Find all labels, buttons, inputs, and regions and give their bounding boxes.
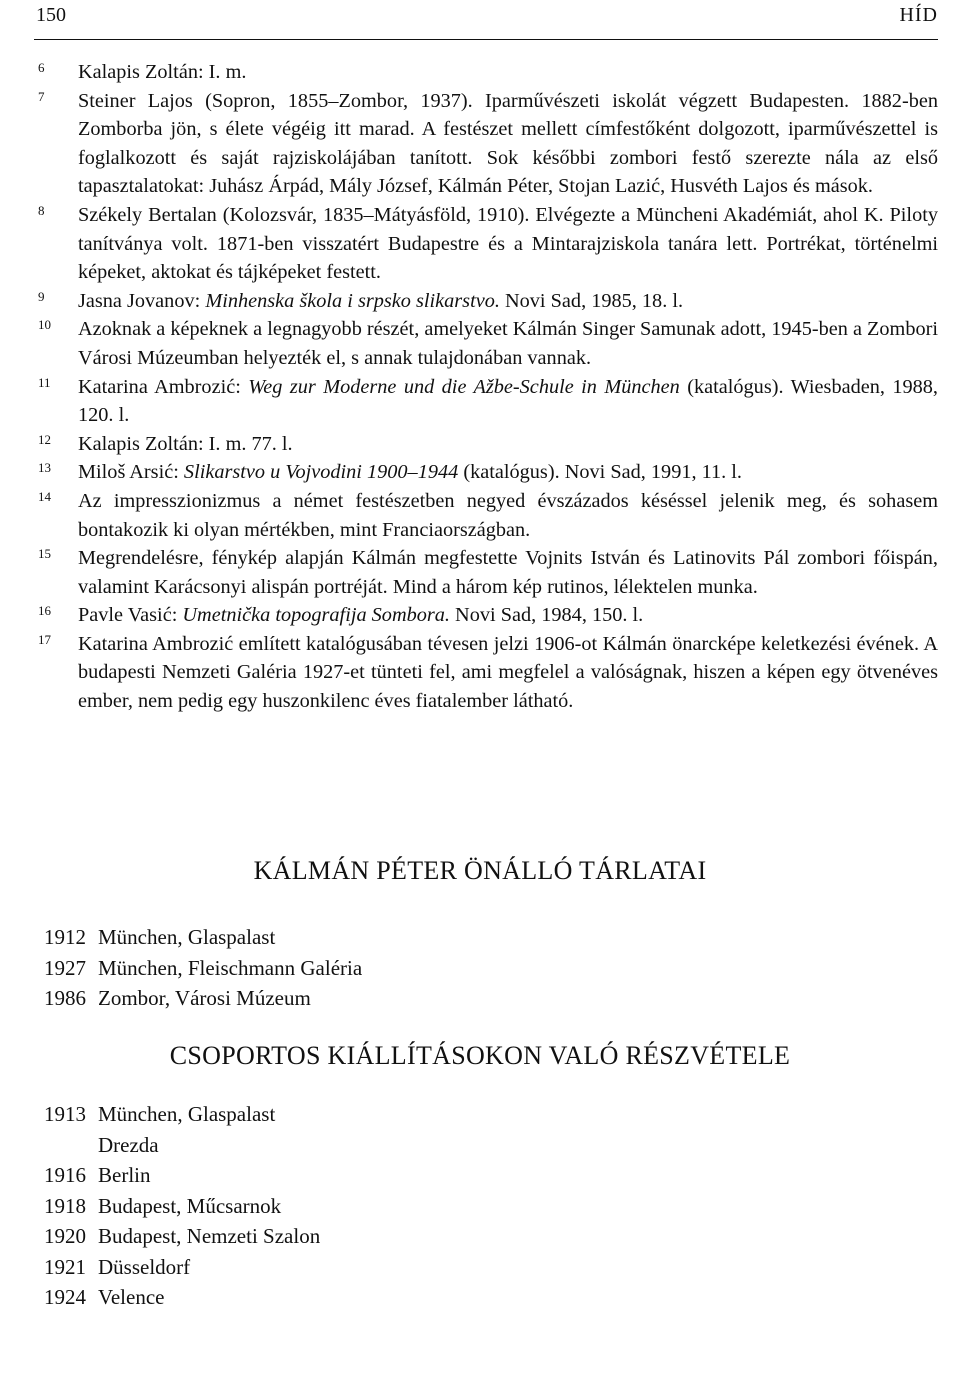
exhibition-year: 1927 bbox=[44, 955, 86, 980]
footnote-text: Megrendelésre, fénykép alapján Kálmán megfestette Vojnits István és Latinovits Pál zombori főispán, valamint Karácsonyi alispán portréját. Mind a három kép rutinos, lélektelen munka. bbox=[78, 547, 938, 598]
exhibition-entry bbox=[44, 953, 744, 984]
exhibition-place: Velence bbox=[98, 1285, 165, 1309]
exhibition-place: Budapest, Műcsarnok bbox=[98, 1193, 282, 1218]
footnote bbox=[38, 373, 938, 430]
footnote-text: Miloš Arsić: bbox=[78, 461, 184, 484]
exhibition-year: 1921 bbox=[44, 1254, 86, 1279]
footnote bbox=[38, 630, 938, 716]
footnote bbox=[38, 601, 938, 630]
footnote-number: 13 bbox=[38, 460, 51, 476]
footnote-text: (katalógus). Novi Sad, 1991, 11. l. bbox=[458, 461, 742, 484]
exhibition-place: München, Fleischmann Galéria bbox=[98, 955, 363, 980]
footnote-text: Azoknak a képeknek a legnagyobb részét, amelyeket Kálmán Singer Samunak adott, 1945-ben a Zombori Városi Múzeumban helyezték el, s annak tulajdonában vannak. bbox=[78, 318, 938, 369]
footnote-text: Székely Bertalan (Kolozsvár, 1835–Mátyásföld, 1910). Elvégezte a Müncheni Akadémiát, ahol K. Piloty tanítványa volt. 1871-ben visszatért Budapestre és a Mintarajziskola tanára lett. Portrékat, történelmi képeket, aktokat és tájképeket festett. bbox=[78, 203, 938, 284]
group-exhibitions-title: CSOPORTOS KIÁLLÍTÁSOKON VALÓ RÉSZVÉTELE bbox=[169, 1041, 791, 1070]
solo-exhibitions-title: KÁLMÁN PÉTER ÖNÁLLÓ TÁRLATAI bbox=[253, 856, 707, 885]
footnote bbox=[38, 287, 938, 316]
exhibition-place: Berlin bbox=[98, 1163, 151, 1187]
footnote bbox=[38, 315, 938, 372]
exhibition-entry bbox=[44, 1130, 744, 1161]
exhibition-entry bbox=[44, 1282, 744, 1313]
running-header bbox=[36, 4, 938, 30]
footnote-text: Pavle Vasić: bbox=[78, 604, 183, 627]
exhibition-entry bbox=[44, 1099, 744, 1130]
exhibition-year: 1920 bbox=[44, 1224, 86, 1248]
footnote bbox=[38, 487, 938, 544]
footnote-title-italic: Weg zur Moderne und die Ažbe-Schule in München bbox=[248, 375, 680, 398]
exhibition-place: Drezda bbox=[98, 1132, 159, 1157]
solo-exhibitions-list bbox=[44, 922, 744, 1014]
exhibition-place: Düsseldorf bbox=[98, 1254, 191, 1279]
footnote-text: Katarina Ambrozić említett katalógusában tévesen jelzi 1906-ot Kálmán önarcképe keletkezési évének. A budapesti Nemzeti Galéria 1927-et tünteti fel, ami megfelel a valóságnak, hiszen a képen egy ötvenéves ember, nem pedig egy huszonkilenc éves fiatalember látható. bbox=[78, 632, 938, 713]
footnote-number: 8 bbox=[38, 202, 45, 218]
exhibition-year: 1924 bbox=[44, 1285, 86, 1309]
exhibition-year: 1986 bbox=[44, 986, 86, 1010]
exhibition-place: Budapest, Nemzeti Szalon bbox=[98, 1224, 321, 1248]
footnote bbox=[38, 544, 938, 601]
footnote-number: 15 bbox=[38, 546, 51, 562]
exhibition-place: München, Glaspalast bbox=[98, 1102, 276, 1126]
footnote-number: 16 bbox=[38, 603, 51, 619]
exhibition-place: München, Glaspalast bbox=[98, 925, 276, 949]
header-rule bbox=[34, 39, 938, 40]
footnote-title-italic: Minhenska škola i srpsko slikarstvo. bbox=[205, 289, 500, 312]
exhibition-place: Zombor, Városi Múzeum bbox=[98, 986, 311, 1010]
footnote-text: Kalapis Zoltán: I. m. bbox=[78, 61, 247, 83]
footnote bbox=[38, 458, 938, 487]
exhibition-entry bbox=[44, 983, 744, 1014]
exhibition-year: 1918 bbox=[44, 1193, 86, 1218]
footnote-number: 7 bbox=[38, 88, 45, 104]
footnote-number: 10 bbox=[38, 317, 51, 333]
footnote-text: Katarina Ambrozić: bbox=[78, 375, 249, 398]
footnote bbox=[38, 201, 938, 287]
footnote bbox=[38, 430, 938, 459]
exhibition-entry bbox=[44, 1191, 744, 1222]
journal-title: HÍD bbox=[899, 4, 938, 26]
footnote-number: 9 bbox=[38, 288, 45, 304]
footnote-number: 11 bbox=[38, 374, 51, 390]
page-number: 150 bbox=[36, 4, 66, 26]
exhibition-entry bbox=[44, 1221, 744, 1252]
endnotes bbox=[38, 58, 938, 716]
footnote-text: Az impresszionizmus a német festészetben negyed évszázados késéssel jelenik meg, és sohasem bontakozik ki olyan mértékben, mint Franciaországban. bbox=[78, 489, 938, 541]
exhibition-entry bbox=[44, 1252, 744, 1283]
footnote-text: Steiner Lajos (Sopron, 1855–Zombor, 1937). Iparművészeti iskolát végzett Budapesten. 1882-ben Zomborba jön, s élete végéig itt marad. A festészet mellett címfestőként dolgozott, iparművészettel is foglalkozott és saját rajziskolájában tanított. Sok későbbi zombori festő szerezte nála az első tapasztalatokat: Juhász Árpád, Mály József, Kálmán Péter, Stojan Lazić, Husvéth Lajos és mások. bbox=[78, 89, 938, 198]
exhibition-entry bbox=[44, 1160, 744, 1191]
footnote-text: Jasna Jovanov: bbox=[78, 289, 206, 312]
footnote-text: Novi Sad, 1985, 18. l. bbox=[499, 289, 684, 312]
footnote-number: 12 bbox=[38, 431, 51, 447]
footnote-text: Kalapis Zoltán: I. m. 77. l. bbox=[78, 432, 293, 455]
footnote bbox=[38, 58, 938, 87]
group-exhibitions-list bbox=[44, 1099, 744, 1313]
exhibition-year: 1913 bbox=[44, 1102, 86, 1126]
footnote-number: 14 bbox=[38, 488, 51, 504]
footnote-number: 17 bbox=[38, 631, 51, 647]
exhibition-year: 1916 bbox=[44, 1163, 86, 1187]
footnote-text: Novi Sad, 1984, 150. l. bbox=[449, 604, 644, 627]
footnote-title-italic: Umetnička topografija Sombora. bbox=[182, 604, 450, 627]
exhibition-entry bbox=[44, 922, 744, 953]
footnote bbox=[38, 87, 938, 201]
footnote-text: (katalógus). Wiesbaden, 1988, 120. l. bbox=[78, 375, 938, 427]
footnote-title-italic: Slikarstvo u Vojvodini 1900–1944 bbox=[183, 461, 459, 484]
footnote-number: 6 bbox=[38, 60, 45, 75]
exhibition-year: 1912 bbox=[44, 925, 86, 949]
